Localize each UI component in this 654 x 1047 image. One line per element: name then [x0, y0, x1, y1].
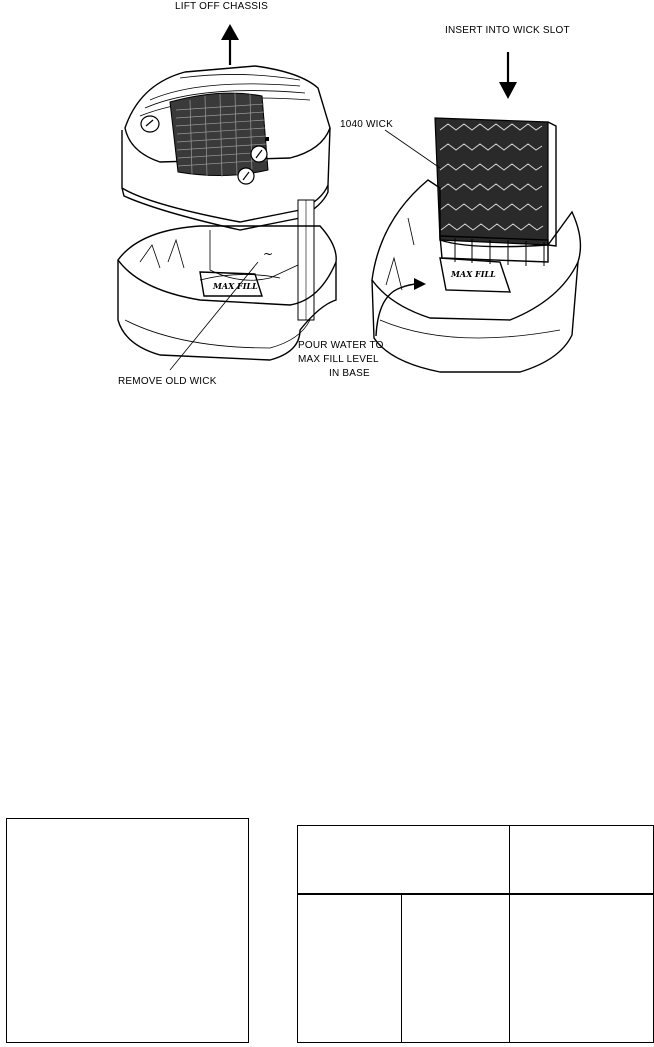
- control-knob-icon: [238, 168, 254, 184]
- pour-water-label-line1: POUR WATER TO: [298, 340, 384, 351]
- pour-water-label-line2: MAX FILL LEVEL: [298, 354, 379, 365]
- control-knob-icon: [251, 146, 267, 162]
- empty-table: [297, 825, 654, 1045]
- empty-box-left: [6, 818, 249, 1043]
- right-humidifier-illustration: [372, 52, 580, 372]
- wick-1040-label: 1040 WICK: [340, 119, 393, 130]
- remove-old-wick-label: REMOVE OLD WICK: [118, 376, 217, 387]
- pour-water-label-line3: IN BASE: [329, 368, 370, 379]
- left-humidifier-illustration: [118, 24, 336, 370]
- wick-replacement-diagram: [0, 0, 654, 400]
- table-cell-top-right: [508, 825, 654, 895]
- table-cell-bottom-3: [508, 893, 654, 1043]
- left-knob-icon: [141, 116, 159, 132]
- table-cell-bottom-1: [297, 893, 402, 1043]
- insert-arrow-icon: [499, 52, 517, 99]
- lift-off-chassis-label: LIFT OFF CHASSIS: [175, 1, 269, 12]
- svg-text:~: ~: [263, 247, 274, 261]
- insert-into-wick-slot-label: INSERT INTO WICK SLOT: [445, 25, 570, 36]
- table-cell-bottom-2: [400, 893, 510, 1043]
- wick-1040: [435, 118, 556, 246]
- table-cell-top-left: [297, 825, 510, 895]
- lift-arrow-icon: [221, 24, 239, 65]
- max-fill-left-label: MAX FILL: [213, 281, 258, 291]
- max-fill-right-label: MAX FILL: [451, 269, 496, 279]
